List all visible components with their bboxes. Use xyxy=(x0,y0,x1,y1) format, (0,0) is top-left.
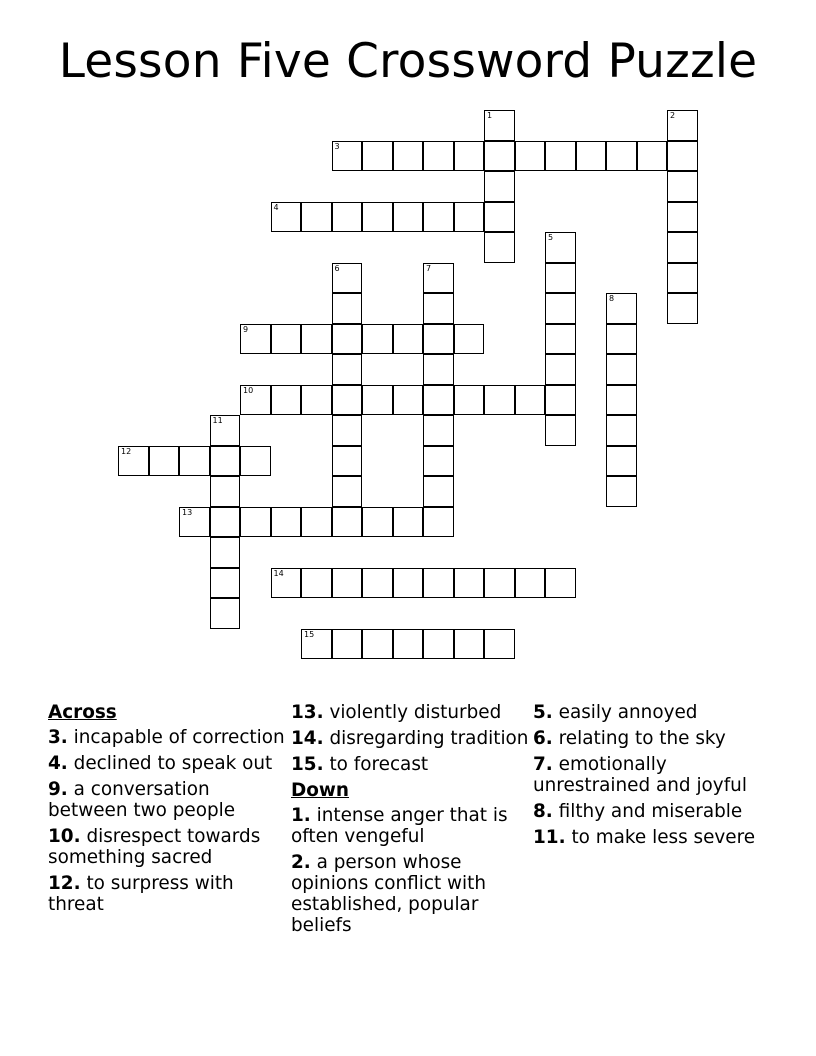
grid-cell[interactable] xyxy=(454,568,485,599)
clue-across-3 xyxy=(48,727,288,748)
grid-cell[interactable] xyxy=(667,202,698,233)
grid-cell[interactable] xyxy=(393,629,424,660)
grid-cell[interactable] xyxy=(423,385,454,416)
grid-cell[interactable] xyxy=(423,324,454,355)
clue-number: 13. xyxy=(291,702,324,723)
grid-cell[interactable] xyxy=(393,324,424,355)
clue-across-15 xyxy=(291,754,531,775)
grid-cell[interactable] xyxy=(332,507,363,538)
grid-cell[interactable] xyxy=(393,568,424,599)
grid-cell[interactable] xyxy=(423,202,454,233)
grid-cell[interactable] xyxy=(423,476,454,507)
grid-cell[interactable] xyxy=(240,385,271,416)
grid-cell[interactable] xyxy=(423,141,454,172)
clue-number: 2. xyxy=(291,852,311,873)
cell-number: 1 xyxy=(487,111,493,120)
grid-cell[interactable] xyxy=(423,263,454,294)
clue-text: filthy and miserable xyxy=(552,801,743,822)
grid-cell[interactable] xyxy=(362,141,393,172)
grid-cell[interactable] xyxy=(515,385,546,416)
cell-number: 15 xyxy=(304,629,315,639)
grid-cell[interactable] xyxy=(179,446,210,477)
grid-cell[interactable] xyxy=(423,446,454,477)
grid-cell[interactable] xyxy=(271,385,302,416)
clue-down-2 xyxy=(291,852,531,936)
grid-cell[interactable] xyxy=(484,202,515,233)
cell-number: 14 xyxy=(273,568,284,578)
grid-cell[interactable] xyxy=(393,507,424,538)
grid-cell[interactable] xyxy=(240,324,271,355)
grid-cell[interactable] xyxy=(667,232,698,263)
grid-cell[interactable] xyxy=(423,354,454,385)
clue-number: 3. xyxy=(48,727,68,748)
grid-cell[interactable] xyxy=(484,141,515,172)
clue-number: 11. xyxy=(533,827,566,848)
grid-cell[interactable] xyxy=(393,141,424,172)
grid-cell[interactable] xyxy=(454,629,485,660)
clue-across-10 xyxy=(48,826,288,868)
grid-cell[interactable] xyxy=(210,507,241,538)
clue-across-4 xyxy=(48,753,288,774)
grid-cell[interactable] xyxy=(545,385,576,416)
clues-column-1 xyxy=(48,702,288,920)
across-heading: Across xyxy=(48,702,117,723)
grid-cell[interactable] xyxy=(301,629,332,660)
grid-cell[interactable] xyxy=(423,507,454,538)
grid-cell[interactable] xyxy=(454,385,485,416)
grid-cell[interactable] xyxy=(362,507,393,538)
clue-number: 14. xyxy=(291,728,324,749)
grid-cell[interactable] xyxy=(362,568,393,599)
grid-cell[interactable] xyxy=(606,446,637,477)
clue-text: disrespect towards something sacred xyxy=(48,826,261,868)
down-heading: Down xyxy=(291,780,349,801)
clue-number: 12. xyxy=(48,873,81,894)
clues-column-2 xyxy=(291,702,531,941)
grid-cell[interactable] xyxy=(301,568,332,599)
clue-across-12 xyxy=(48,873,288,915)
clue-text: emotionally unrestrained and joyful xyxy=(533,754,747,796)
grid-cell[interactable] xyxy=(301,507,332,538)
grid-cell[interactable] xyxy=(332,568,363,599)
grid-cell[interactable] xyxy=(332,415,363,446)
clue-number: 9. xyxy=(48,779,68,800)
grid-cell[interactable] xyxy=(454,141,485,172)
grid-cell[interactable] xyxy=(362,629,393,660)
grid-cell[interactable] xyxy=(332,141,363,172)
grid-cell[interactable] xyxy=(545,232,576,263)
grid-cell[interactable] xyxy=(606,385,637,416)
grid-cell[interactable] xyxy=(332,202,363,233)
grid-cell[interactable] xyxy=(332,293,363,324)
clue-text: to surpress with threat xyxy=(48,873,234,915)
clue-number: 1. xyxy=(291,805,311,826)
clue-text: incapable of correction xyxy=(67,727,285,748)
cell-number: 8 xyxy=(609,294,615,303)
grid-cell[interactable] xyxy=(667,263,698,294)
grid-cell[interactable] xyxy=(362,324,393,355)
cell-number: 2 xyxy=(670,111,676,120)
clue-down-8 xyxy=(533,801,773,822)
grid-cell[interactable] xyxy=(545,293,576,324)
cell-number: 9 xyxy=(243,324,249,334)
cell-number: 12 xyxy=(121,446,132,456)
clue-number: 5. xyxy=(533,702,553,723)
clue-text: to forecast xyxy=(323,754,429,775)
puzzle-title: Lesson Five Crossword Puzzle xyxy=(58,34,758,89)
grid-cell[interactable] xyxy=(301,202,332,233)
clue-number: 15. xyxy=(291,754,324,775)
clue-text: to make less severe xyxy=(565,827,756,848)
clue-down-6 xyxy=(533,728,773,749)
grid-cell[interactable] xyxy=(301,385,332,416)
clue-text: intense anger that is often vengeful xyxy=(291,805,508,847)
clue-text: relating to the sky xyxy=(552,728,726,749)
grid-cell[interactable] xyxy=(423,629,454,660)
clue-across-9 xyxy=(48,779,288,821)
grid-cell[interactable] xyxy=(423,568,454,599)
grid-cell[interactable] xyxy=(149,446,180,477)
grid-cell[interactable] xyxy=(606,324,637,355)
grid-cell[interactable] xyxy=(484,385,515,416)
grid-cell[interactable] xyxy=(393,202,424,233)
clue-text: a conversation between two people xyxy=(48,779,236,821)
grid-cell[interactable] xyxy=(271,324,302,355)
grid-cell[interactable] xyxy=(454,202,485,233)
clue-down-1 xyxy=(291,805,531,847)
clue-text: disregarding tradition xyxy=(323,728,529,749)
grid-cell[interactable] xyxy=(210,446,241,477)
grid-cell[interactable] xyxy=(515,568,546,599)
clue-number: 10. xyxy=(48,826,81,847)
cell-number: 13 xyxy=(182,507,193,517)
grid-cell[interactable] xyxy=(423,293,454,324)
clue-text: declined to speak out xyxy=(67,753,273,774)
grid-cell[interactable] xyxy=(606,476,637,507)
grid-cell[interactable] xyxy=(118,446,149,477)
grid-cell[interactable] xyxy=(484,110,515,141)
cell-number: 5 xyxy=(548,233,554,242)
clue-down-5 xyxy=(533,702,773,723)
grid-cell[interactable] xyxy=(362,385,393,416)
cell-number: 10 xyxy=(243,385,254,395)
grid-cell[interactable] xyxy=(240,446,271,477)
clue-down-11 xyxy=(533,827,773,848)
grid-cell[interactable] xyxy=(545,324,576,355)
grid-cell[interactable] xyxy=(332,629,363,660)
cell-number: 7 xyxy=(426,263,432,273)
grid-cell[interactable] xyxy=(240,507,271,538)
grid-cell[interactable] xyxy=(332,476,363,507)
clue-number: 6. xyxy=(533,728,553,749)
grid-cell[interactable] xyxy=(545,263,576,294)
grid-cell[interactable] xyxy=(271,507,302,538)
clue-text: a person whose opinions conflict with established, popular beliefs xyxy=(291,852,487,936)
grid-cell[interactable] xyxy=(423,415,454,446)
cell-number: 11 xyxy=(212,416,223,425)
grid-cell[interactable] xyxy=(667,141,698,172)
grid-cell[interactable] xyxy=(545,354,576,385)
clue-text: easily annoyed xyxy=(552,702,698,723)
grid-cell[interactable] xyxy=(576,141,607,172)
grid-cell[interactable] xyxy=(210,476,241,507)
grid-cell[interactable] xyxy=(210,415,241,446)
grid-cell[interactable] xyxy=(210,598,241,629)
grid-cell[interactable] xyxy=(515,141,546,172)
grid-cell[interactable] xyxy=(210,568,241,599)
grid-cell[interactable] xyxy=(606,141,637,172)
grid-cell[interactable] xyxy=(606,415,637,446)
grid-cell[interactable] xyxy=(545,141,576,172)
grid-cell[interactable] xyxy=(637,141,668,172)
clue-across-13 xyxy=(291,702,531,723)
grid-cell[interactable] xyxy=(454,324,485,355)
grid-cell[interactable] xyxy=(606,293,637,324)
grid-cell[interactable] xyxy=(332,263,363,294)
grid-cell[interactable] xyxy=(393,385,424,416)
grid-cell[interactable] xyxy=(484,171,515,202)
cell-number: 6 xyxy=(334,263,340,273)
grid-cell[interactable] xyxy=(545,415,576,446)
grid-cell[interactable] xyxy=(271,202,302,233)
clue-text: violently disturbed xyxy=(323,702,502,723)
clue-number: 8. xyxy=(533,801,553,822)
grid-cell[interactable] xyxy=(484,629,515,660)
grid-cell[interactable] xyxy=(332,385,363,416)
clue-number: 7. xyxy=(533,754,553,775)
grid-cell[interactable] xyxy=(271,568,302,599)
cell-number: 3 xyxy=(334,141,340,151)
grid-cell[interactable] xyxy=(667,293,698,324)
grid-cell[interactable] xyxy=(606,354,637,385)
grid-cell[interactable] xyxy=(210,537,241,568)
grid-cell[interactable] xyxy=(484,568,515,599)
clue-number: 4. xyxy=(48,753,68,774)
cell-number: 4 xyxy=(273,202,279,212)
grid-cell[interactable] xyxy=(332,446,363,477)
grid-cell[interactable] xyxy=(545,568,576,599)
grid-cell[interactable] xyxy=(667,171,698,202)
grid-cell[interactable] xyxy=(179,507,210,538)
grid-cell[interactable] xyxy=(332,324,363,355)
grid-cell[interactable] xyxy=(484,232,515,263)
grid-cell[interactable] xyxy=(332,354,363,385)
grid-cell[interactable] xyxy=(667,110,698,141)
clue-down-7 xyxy=(533,754,773,796)
grid-cell[interactable] xyxy=(301,324,332,355)
clues-column-3 xyxy=(533,702,773,853)
clue-across-14 xyxy=(291,728,531,749)
grid-cell[interactable] xyxy=(362,202,393,233)
